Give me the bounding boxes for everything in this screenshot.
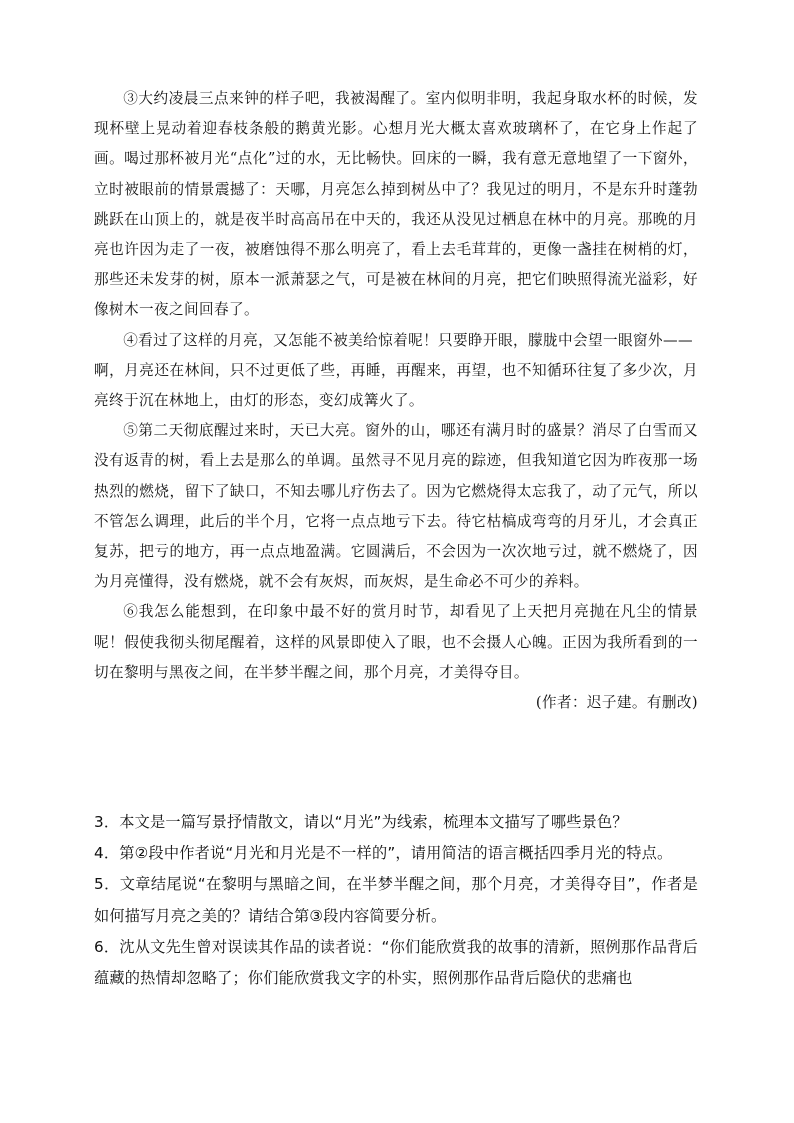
question-6: 6．沈从文先生曾对误读其作品的读者说：“你们能欣赏我的故事的清新，照例那作品背后蕴藏的热情却忽略了；你们能欣赏我文字的朴实，照例那作品背后隐伏的悲痛也 (94, 937, 698, 988)
essay-body (94, 84, 698, 718)
paragraph-6: ⑥我怎么能想到，在印象中最不好的赏月时节，却看见了上天把月亮抛在凡尘的情景呢！假使我彻头彻尾醒着，这样的风景即使入了眼，也不会摄人心魄。正因为我所看到的一切在黎明与黑夜之间，在半梦半醒之间，那个月亮，才美得夺目。 (94, 603, 698, 681)
question-list (94, 807, 698, 994)
question-4: 4．第②段中作者说“月光和月光是不一样的”，请用简洁的语言概括四季月光的特点。 (94, 844, 673, 863)
paragraph-3: ③大约凌晨三点来钟的样子吧，我被渴醒了。室内似明非明，我起身取水杯的时候，发现杯壁上晃动着迎春枝条般的鹅黄光影。心想月光大概太喜欢玻璃杯了，在它身上作起了画。喝过那杯被月光“点化”过的水，无比畅快。回床的一瞬，我有意无意地望了一下窗外，立时被眼前的情景震撼了：天哪，月亮怎么掉到树丛中了？我见过的明月，不是东升时蓬勃跳跃在山顶上的，就是夜半时高高吊在中天的，我还从没见过栖息在林中的月亮。那晚的月亮也许因为走了一夜，被磨蚀得不那么明亮了，看上去毛茸茸的，更像一盏挂在树梢的灯，那些还未发芽的树，原本一派萧瑟之气，可是被在林间的月亮，把它们映照得流光溢彩，好像树木一夜之间回春了。 (94, 90, 698, 319)
paragraph-4-line-2: 啊，月亮还在林间，只不过更低了些，再睡，再醒来，再望，也不知循环往复了多少次，月亮终于沉在林地上，由灯的形态，变幻成篝火了。 (94, 361, 698, 410)
question-3: 3．本文是一篇写景抒情散文，请以“月光”为线索，梳理本文描写了哪些景色？ (94, 813, 628, 831)
paragraph-5: ⑤第二天彻底醒过来时，天已大亮。窗外的山，哪还有满月时的盛景？消尽了白雪而又没有返青的树，看上去是那么的单调。虽然寻不见月亮的踪迹，但我知道它因为昨夜那一场热烈的燃烧，留下了缺口，不知去哪儿疗伤去了。因为它燃烧得太忘我了，动了元气，所以不管怎么调理，此后的半个月，它将一点点地亏下去。待它枯槁成弯弯的月牙儿，才会真正复苏，把亏的地方，再一点点地盈满。它圆满后，不会因为一次次地亏过，就不燃烧了，因为月亮懂得，没有燃烧，就不会有灰烬，而灰烬，是生命必不可少的养料。 (94, 422, 698, 591)
author-attribution: (作者：迟子建。有删改) (535, 694, 698, 712)
question-5: 5．文章结尾说“在黎明与黑暗之间，在半梦半醒之间，那个月亮，才美得夺目”，作者是如何描写月亮之美的？请结合第③段内容简要分析。 (94, 875, 698, 925)
paragraph-4-line-1: ④看过了这样的月亮，又怎能不被美给惊着呢！只要睁开眼，朦胧中会望一眼窗外—— (123, 331, 693, 349)
